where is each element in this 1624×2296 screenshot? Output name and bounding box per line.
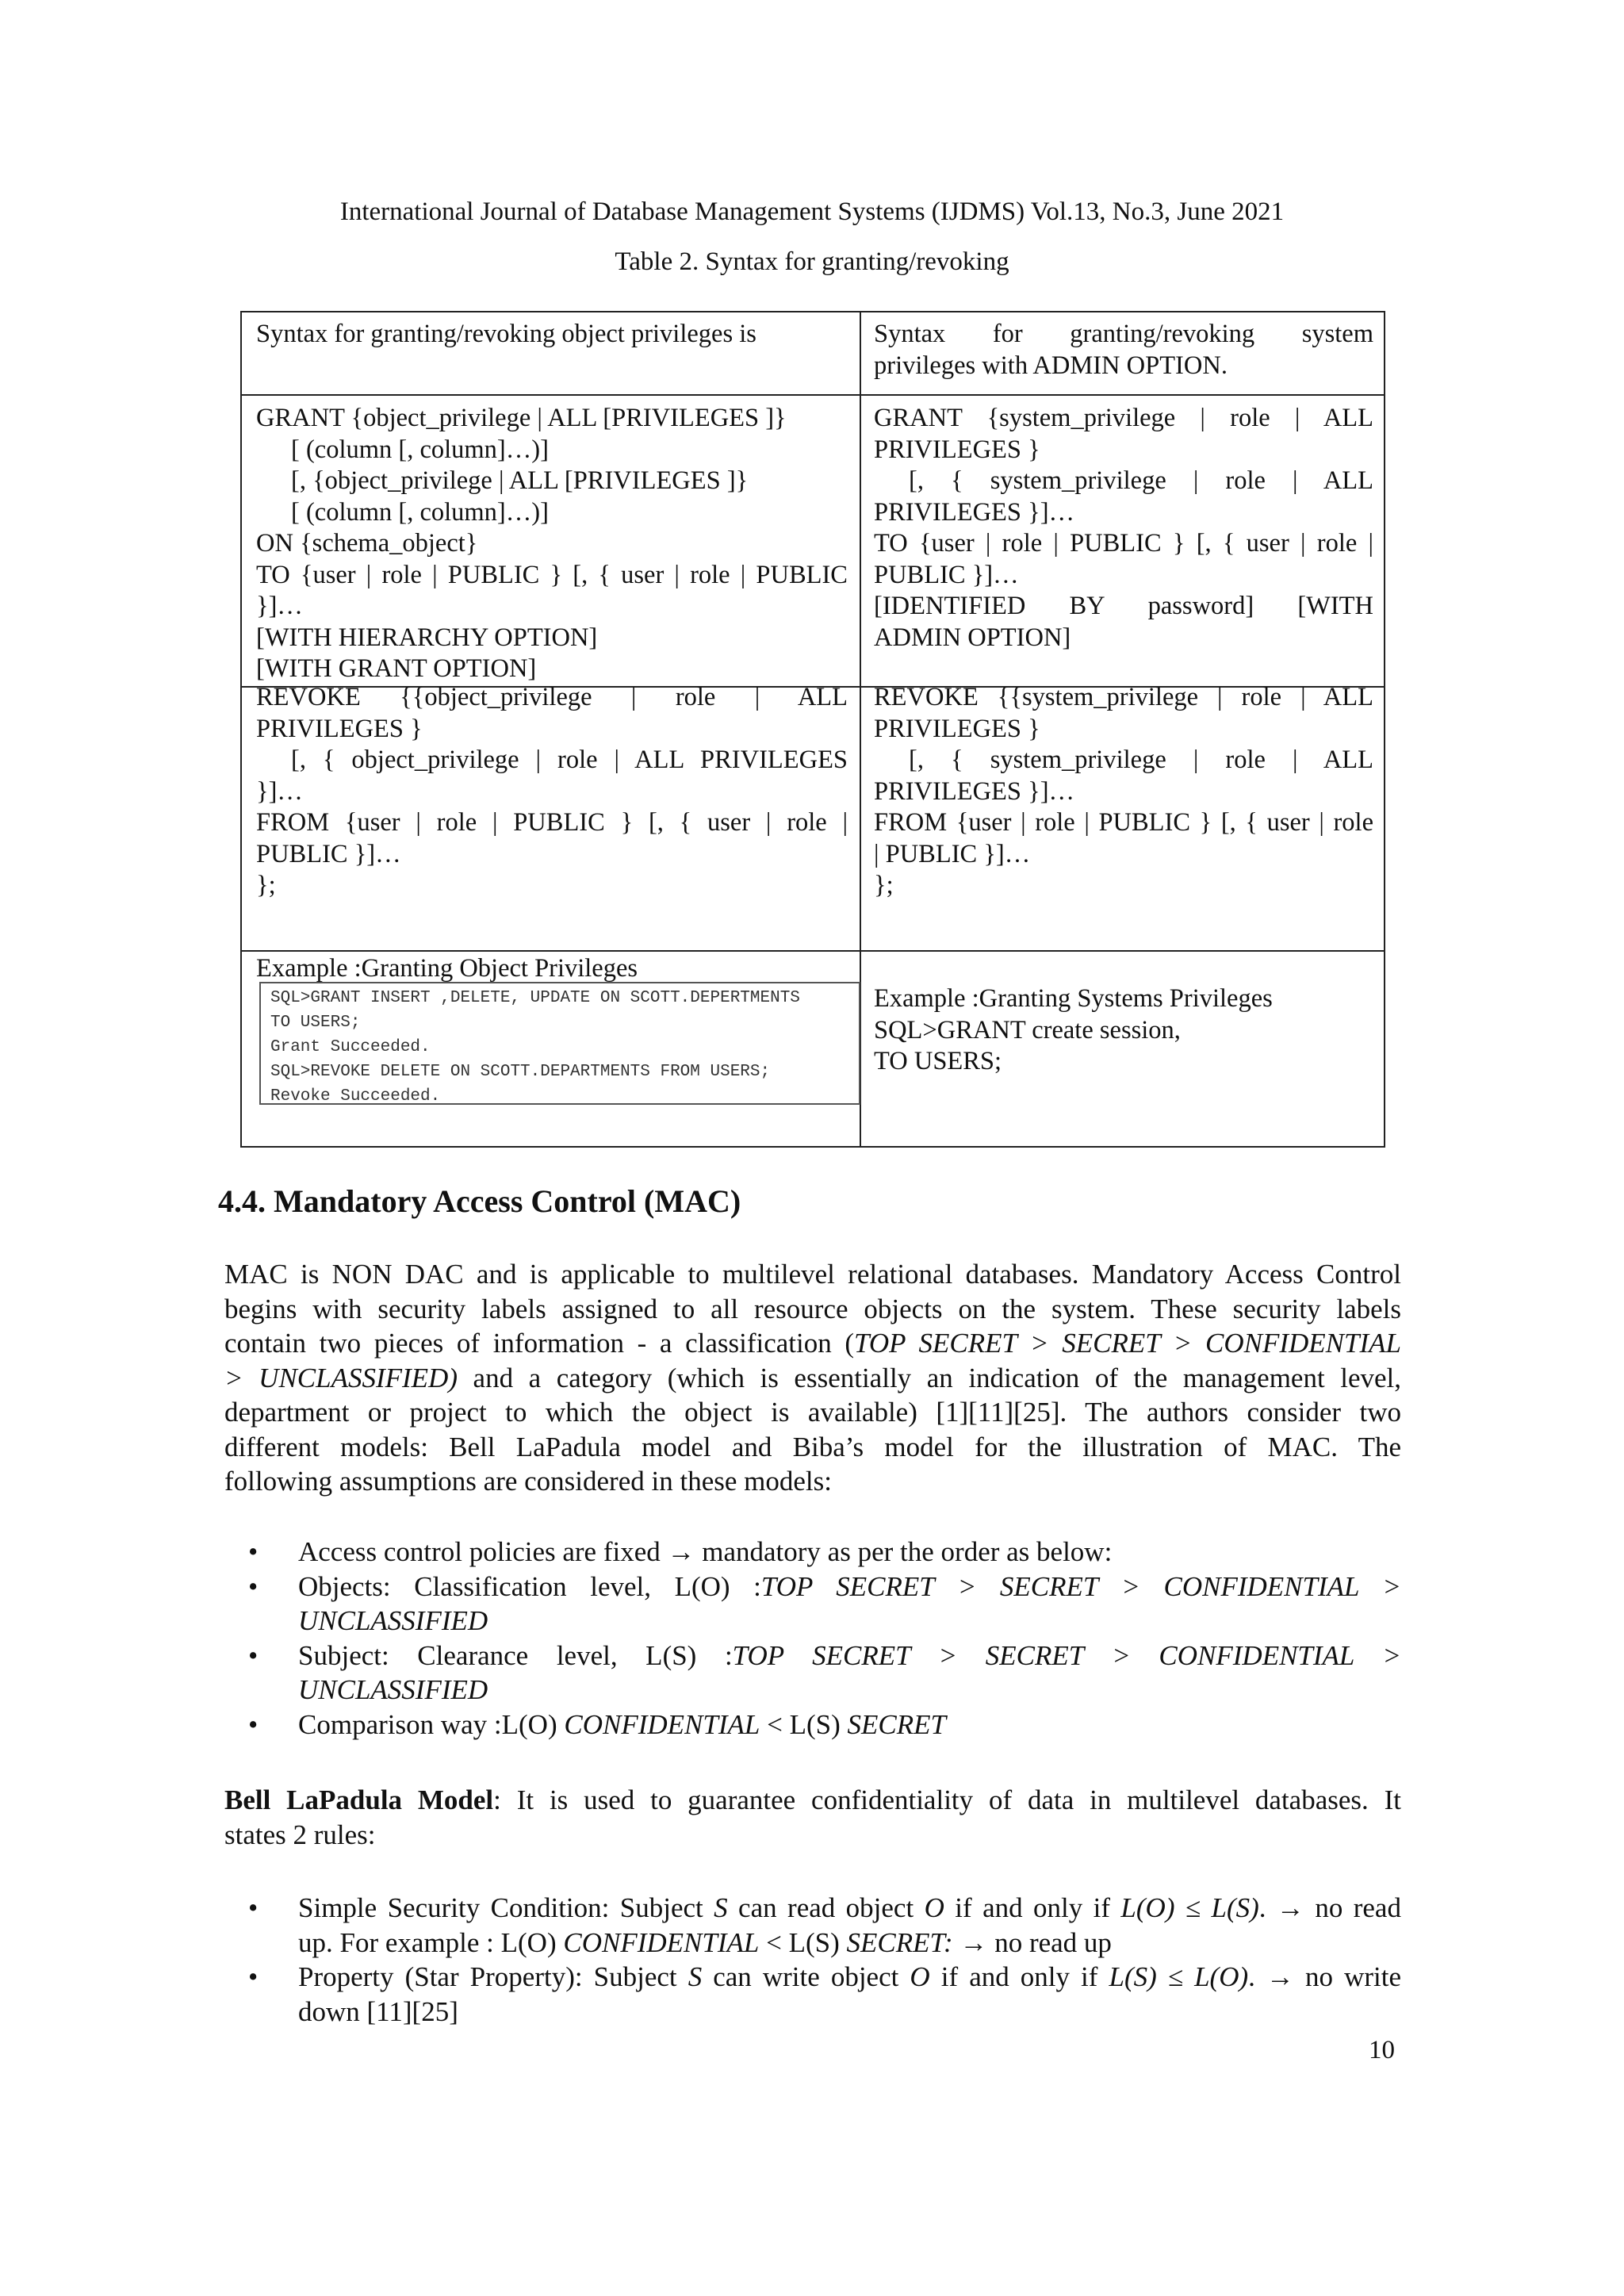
list-item: • Objects: Classification level, L(O) :TOP SECRET > SECRET > CONFIDENTIAL > UNCLASSIFIED bbox=[248, 1570, 1402, 1636]
list-item: • Access control policies are fixed → mandatory as per the order as below: bbox=[224, 1535, 1401, 1570]
revoke-object-syntax: REVOKE {{object_privilege | role | ALL PRIVILEGES } [, { object_privilege | role | ALL PRIVILEGES }]… FROM {user | role | PUBLIC } [, { user | role | PUBLIC }]… }; bbox=[256, 683, 848, 899]
system-example: Example :Granting Systems Privileges SQL>GRANT create session, TO USERS; bbox=[874, 984, 1273, 1075]
bullet-icon: • bbox=[248, 1961, 259, 1992]
grant-object-syntax: GRANT {object_privilege | ALL [PRIVILEGES ]} [ (column [, column]…)] [, {object_privilege | ALL [PRIVILEGES ]} [ (column [, column]…)] ON {schema_object} TO {user | role | PUBLIC } [, { user | role | PUBLIC }]… [WITH HIERARCHY OPTION] [WITH GRANT OPTION] bbox=[256, 404, 848, 683]
mac-paragraph: MAC is NON DAC and is applicable to multilevel relational databases. Mandatory Access Control begins with security labels assigned to all resource objects on the system. These security labels contain two pieces of information - a classification (TOP SECRET > SECRET > CONFIDENTIAL > UNCLASSIFIED) and a category (which is essentially an indication of the management level, department or project to which the object is available) [1][11][25]. The authors consider two different models: Bell LaPadula model and Biba’s model for the illustration of MAC. The following assumptions are considered in these models: bbox=[224, 1259, 1402, 1497]
bullet-icon: • bbox=[248, 1536, 259, 1567]
system-privileges-header: Syntax for granting/revoking system privileges with ADMIN OPTION. bbox=[874, 320, 1373, 380]
syntax-table bbox=[240, 311, 1385, 1148]
bullet-icon: • bbox=[248, 1570, 259, 1602]
table-row-divider bbox=[242, 394, 1384, 396]
page-number: 10 bbox=[1369, 2036, 1395, 2064]
list-item: • Property (Star Property): Subject S can write object O if and only if L(S) ≤ L(O). → no write down [11][25] bbox=[248, 1961, 1401, 2027]
object-privileges-header: Syntax for granting/revoking object privileges is bbox=[256, 320, 756, 348]
section-heading: 4.4. Mandatory Access Control (MAC) bbox=[218, 1183, 741, 1219]
bullet-icon: • bbox=[248, 1892, 259, 1923]
list-item: • Simple Security Condition: Subject S can read object O if and only if L(O) ≤ L(S). → no read up. For example : L(O) CONFIDENTIAL < L(S) SECRET: → no read up bbox=[248, 1892, 1401, 1958]
bullet-icon: • bbox=[248, 1708, 259, 1740]
journal-header: International Journal of Database Management Systems (IJDMS) Vol.13, No.3, June 2021 bbox=[339, 197, 1285, 226]
grant-system-syntax: GRANT {system_privilege | role | ALL PRIVILEGES } [, { system_privilege | role | ALL PRIVILEGES }]… TO {user | role | PUBLIC } [, { user | role | PUBLIC }]… [IDENTIFIED BY password] [WITH ADMIN OPTION] bbox=[874, 404, 1373, 652]
assumptions-list bbox=[224, 1535, 1401, 1742]
bell-lapadula-paragraph: Bell LaPadula Model: It is used to guarantee confidentiality of data in multilevel databases. It states 2 rules: bbox=[224, 1784, 1401, 1850]
object-example-title: Example :Granting Object Privileges bbox=[256, 954, 638, 983]
revoke-system-syntax: REVOKE {{system_privilege | role | ALL PRIVILEGES } [, { system_privilege | role | ALL PRIVILEGES }]… FROM {user | role | PUBLIC } [, { user | role | PUBLIC }]… }; bbox=[874, 683, 1373, 899]
list-item: • Subject: Clearance level, L(S) :TOP SECRET > SECRET > CONFIDENTIAL > UNCLASSIFIED bbox=[248, 1639, 1401, 1705]
object-example-code: SQL>GRANT INSERT ,DELETE, UPDATE ON SCOTT.DEPERTMENTS TO USERS; Grant Succeeded. SQL>REVOKE DELETE ON SCOTT.DEPARTMENTS FROM USERS; Revoke Succeeded. bbox=[259, 982, 860, 1105]
list-item: • Comparison way :L(O) CONFIDENTIAL < L(S) SECRET bbox=[224, 1708, 1401, 1742]
bullet-icon: • bbox=[248, 1639, 259, 1671]
table-caption: Table 2. Syntax for granting/revoking bbox=[615, 247, 1009, 276]
bell-lapadula-rules bbox=[224, 1891, 1401, 2029]
table-row-divider bbox=[242, 950, 1384, 952]
